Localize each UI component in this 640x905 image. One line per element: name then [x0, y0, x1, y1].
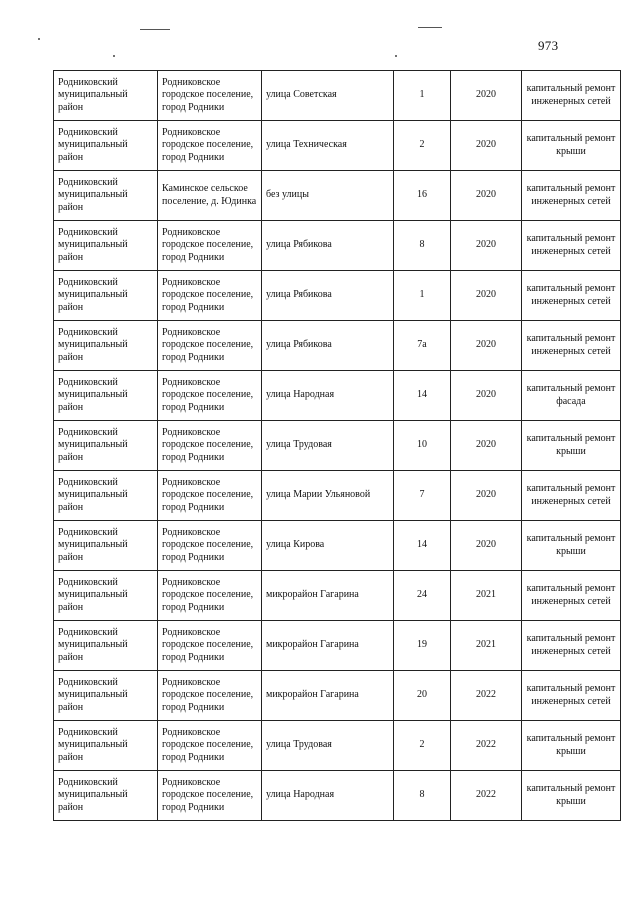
settlement-cell: Родниковское городское поселение, город Родники	[158, 521, 262, 571]
street-cell: улица Техническая	[262, 121, 394, 171]
street-cell: улица Трудовая	[262, 721, 394, 771]
year-cell: 2022	[451, 721, 522, 771]
table-row	[54, 621, 621, 671]
year-cell: 2020	[451, 421, 522, 471]
work-type-cell: капитальный ремонт крыши	[522, 421, 621, 471]
year-cell: 2022	[451, 771, 522, 821]
district-cell: Родниковский муниципальный район	[54, 221, 158, 271]
house-number-cell: 1	[394, 71, 451, 121]
table-row	[54, 171, 621, 221]
street-cell: улица Народная	[262, 771, 394, 821]
table-row	[54, 371, 621, 421]
settlement-cell: Родниковское городское поселение, город Родники	[158, 771, 262, 821]
district-cell: Родниковский муниципальный район	[54, 471, 158, 521]
table-row	[54, 571, 621, 621]
year-cell: 2020	[451, 221, 522, 271]
house-number-cell: 8	[394, 771, 451, 821]
settlement-cell: Родниковское городское поселение, город Родники	[158, 571, 262, 621]
scan-speck	[395, 55, 397, 57]
work-type-cell: капитальный ремонт инженерных сетей	[522, 321, 621, 371]
settlement-cell: Родниковское городское поселение, город Родники	[158, 671, 262, 721]
house-number-cell: 8	[394, 221, 451, 271]
district-cell: Родниковский муниципальный район	[54, 171, 158, 221]
table-row	[54, 71, 621, 121]
district-cell: Родниковский муниципальный район	[54, 571, 158, 621]
year-cell: 2020	[451, 121, 522, 171]
work-type-cell: капитальный ремонт инженерных сетей	[522, 221, 621, 271]
house-number-cell: 7	[394, 471, 451, 521]
settlement-cell: Родниковское городское поселение, город Родники	[158, 71, 262, 121]
settlement-cell: Родниковское городское поселение, город Родники	[158, 471, 262, 521]
table-row	[54, 221, 621, 271]
street-cell: микрорайон Гагарина	[262, 621, 394, 671]
house-number-cell: 7а	[394, 321, 451, 371]
year-cell: 2020	[451, 471, 522, 521]
district-cell: Родниковский муниципальный район	[54, 621, 158, 671]
year-cell: 2021	[451, 571, 522, 621]
street-cell: микрорайон Гагарина	[262, 671, 394, 721]
settlement-cell: Родниковское городское поселение, город Родники	[158, 121, 262, 171]
street-cell: улица Советская	[262, 71, 394, 121]
street-cell: улица Рябикова	[262, 321, 394, 371]
work-type-cell: капитальный ремонт инженерных сетей	[522, 271, 621, 321]
year-cell: 2020	[451, 521, 522, 571]
year-cell: 2020	[451, 371, 522, 421]
house-number-cell: 24	[394, 571, 451, 621]
district-cell: Родниковский муниципальный район	[54, 371, 158, 421]
settlement-cell: Каминское сельское поселение, д. Юдинка	[158, 171, 262, 221]
work-type-cell: капитальный ремонт инженерных сетей	[522, 571, 621, 621]
street-cell: улица Кирова	[262, 521, 394, 571]
work-type-cell: капитальный ремонт фасада	[522, 371, 621, 421]
year-cell: 2022	[451, 671, 522, 721]
house-number-cell: 14	[394, 371, 451, 421]
house-number-cell: 1	[394, 271, 451, 321]
work-type-cell: капитальный ремонт крыши	[522, 771, 621, 821]
table-row	[54, 321, 621, 371]
work-type-cell: капитальный ремонт инженерных сетей	[522, 471, 621, 521]
work-type-cell: капитальный ремонт инженерных сетей	[522, 171, 621, 221]
house-number-cell: 10	[394, 421, 451, 471]
scan-speck	[113, 55, 115, 57]
settlement-cell: Родниковское городское поселение, город Родники	[158, 621, 262, 671]
scan-speck	[38, 38, 40, 40]
street-cell: микрорайон Гагарина	[262, 571, 394, 621]
table-row	[54, 721, 621, 771]
street-cell: без улицы	[262, 171, 394, 221]
table-row	[54, 271, 621, 321]
house-number-cell: 2	[394, 121, 451, 171]
work-type-cell: капитальный ремонт инженерных сетей	[522, 621, 621, 671]
table-row	[54, 521, 621, 571]
street-cell: улица Марии Ульяновой	[262, 471, 394, 521]
district-cell: Родниковский муниципальный район	[54, 71, 158, 121]
table-row	[54, 771, 621, 821]
work-type-cell: капитальный ремонт инженерных сетей	[522, 671, 621, 721]
district-cell: Родниковский муниципальный район	[54, 771, 158, 821]
house-number-cell: 16	[394, 171, 451, 221]
settlement-cell: Родниковское городское поселение, город Родники	[158, 721, 262, 771]
scan-line-artifact	[140, 29, 170, 30]
page-number: 973	[538, 38, 559, 53]
street-cell: улица Народная	[262, 371, 394, 421]
settlement-cell: Родниковское городское поселение, город Родники	[158, 371, 262, 421]
table-row	[54, 471, 621, 521]
work-type-cell: капитальный ремонт крыши	[522, 121, 621, 171]
district-cell: Родниковский муниципальный район	[54, 121, 158, 171]
house-number-cell: 19	[394, 621, 451, 671]
year-cell: 2020	[451, 71, 522, 121]
table-row	[54, 421, 621, 471]
district-cell: Родниковский муниципальный район	[54, 421, 158, 471]
work-type-cell: капитальный ремонт крыши	[522, 721, 621, 771]
district-cell: Родниковский муниципальный район	[54, 671, 158, 721]
table-row	[54, 671, 621, 721]
district-cell: Родниковский муниципальный район	[54, 271, 158, 321]
work-type-cell: капитальный ремонт инженерных сетей	[522, 71, 621, 121]
table-row	[54, 121, 621, 171]
district-cell: Родниковский муниципальный район	[54, 321, 158, 371]
house-number-cell: 14	[394, 521, 451, 571]
scan-line-artifact	[418, 27, 442, 28]
street-cell: улица Трудовая	[262, 421, 394, 471]
house-number-cell: 20	[394, 671, 451, 721]
house-number-cell: 2	[394, 721, 451, 771]
settlement-cell: Родниковское городское поселение, город Родники	[158, 421, 262, 471]
year-cell: 2020	[451, 321, 522, 371]
year-cell: 2020	[451, 171, 522, 221]
year-cell: 2020	[451, 271, 522, 321]
housing-repair-table	[53, 70, 621, 821]
table-body	[54, 71, 621, 821]
settlement-cell: Родниковское городское поселение, город Родники	[158, 271, 262, 321]
settlement-cell: Родниковское городское поселение, город Родники	[158, 221, 262, 271]
street-cell: улица Рябикова	[262, 271, 394, 321]
work-type-cell: капитальный ремонт крыши	[522, 521, 621, 571]
district-cell: Родниковский муниципальный район	[54, 521, 158, 571]
street-cell: улица Рябикова	[262, 221, 394, 271]
district-cell: Родниковский муниципальный район	[54, 721, 158, 771]
settlement-cell: Родниковское городское поселение, город Родники	[158, 321, 262, 371]
year-cell: 2021	[451, 621, 522, 671]
